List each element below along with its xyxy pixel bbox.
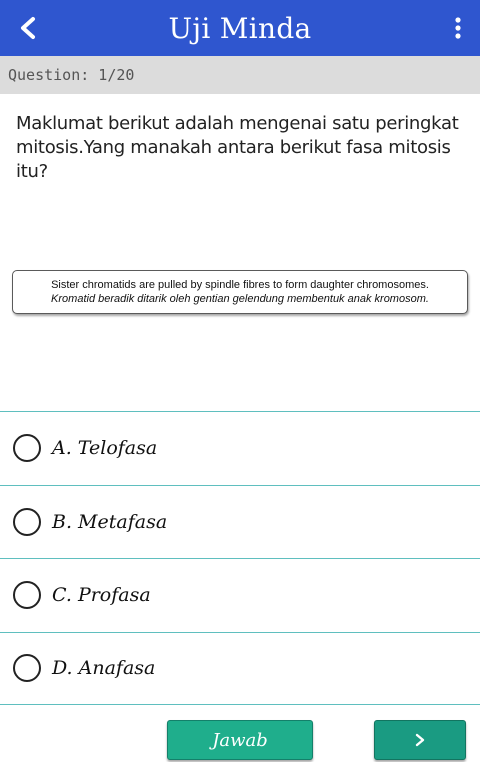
answer-options [0, 411, 480, 705]
overflow-menu-button[interactable] [444, 10, 472, 46]
app-title: Uji Minda [168, 11, 312, 45]
option-label: D. Anafasa [52, 657, 156, 680]
app-bar [0, 0, 480, 56]
radio-button-b[interactable] [13, 508, 41, 536]
option-a[interactable] [0, 411, 480, 485]
radio-button-a[interactable] [13, 434, 41, 462]
back-button[interactable] [10, 10, 46, 46]
more-vertical-icon [454, 16, 462, 40]
chevron-right-icon [414, 733, 426, 747]
option-c[interactable] [0, 558, 480, 632]
info-line-malay: Kromatid beradik ditarik oleh gentian gelendung membentuk anak kromosom. [51, 293, 429, 305]
question-info-box [12, 270, 468, 314]
chevron-left-icon [17, 16, 39, 40]
next-button[interactable] [374, 720, 466, 760]
answer-button[interactable]: Jawab [167, 720, 313, 760]
question-text: Maklumat berikut adalah mengenai satu peringkat mitosis.Yang manakah antara berikut fasa mitosis itu? [16, 113, 459, 182]
info-line-english: Sister chromatids are pulled by spindle fibres to form daughter chromosomes. [51, 279, 429, 291]
question-counter: Question: 1/20 [0, 56, 480, 94]
option-label: C. Profasa [52, 584, 151, 607]
option-label: B. Metafasa [52, 510, 168, 533]
option-d[interactable] [0, 632, 480, 706]
radio-button-d[interactable] [13, 654, 41, 682]
option-label: A. Telofasa [52, 437, 158, 460]
option-b[interactable] [0, 485, 480, 559]
radio-button-c[interactable] [13, 581, 41, 609]
